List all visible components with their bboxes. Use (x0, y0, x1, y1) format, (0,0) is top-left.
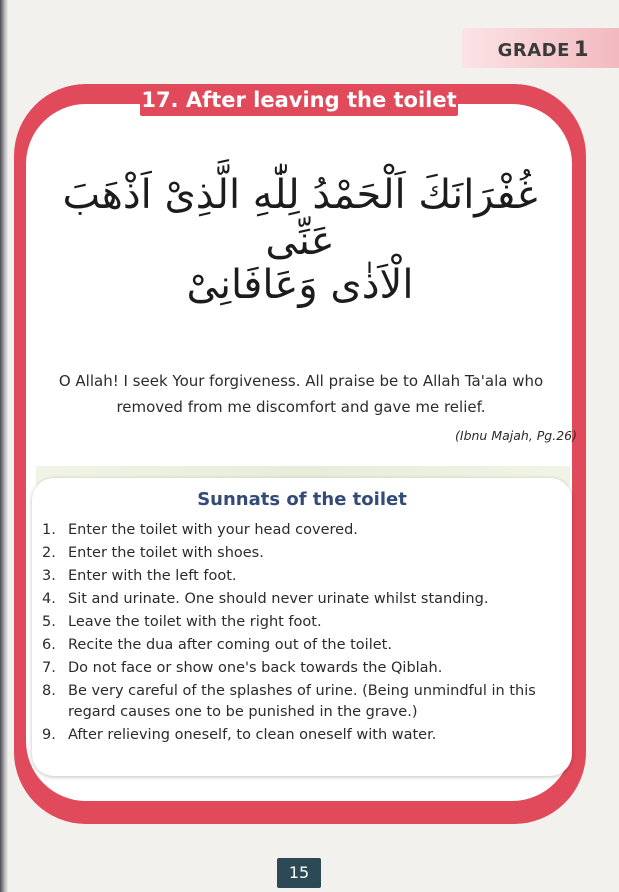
list-item (42, 658, 562, 679)
list-item-text: Be very careful of the splashes of urine. (Being unmindful in this regard causes one to be punished in the grave.) (68, 683, 536, 720)
list-item (42, 612, 562, 633)
grade-number: 1 (573, 37, 589, 61)
sunnats-panel (32, 478, 572, 776)
list-item-text: Leave the toilet with the right foot. (68, 614, 322, 630)
grade-label (498, 37, 589, 61)
list-item-number: 9. (42, 727, 56, 743)
list-item-number: 2. (42, 545, 56, 561)
list-item (42, 543, 562, 564)
list-item (42, 566, 562, 587)
list-item-text: Do not face or show one's back towards the Qiblah. (68, 660, 443, 676)
list-item-number: 7. (42, 660, 56, 676)
sunnats-list (42, 520, 562, 748)
list-item-number: 3. (42, 568, 56, 584)
list-item-number: 8. (42, 683, 56, 699)
list-item-text: Enter with the left foot. (68, 568, 237, 584)
list-item-text: Sit and urinate. One should never urinate whilst standing. (68, 591, 489, 607)
list-item (42, 635, 562, 656)
page-number: 15 (288, 863, 310, 882)
page-number-box (277, 858, 321, 888)
book-binding-edge (0, 0, 8, 892)
list-item-text: Enter the toilet with your head covered. (68, 522, 358, 538)
list-item (42, 589, 562, 610)
list-item-number: 4. (42, 591, 56, 607)
list-item (42, 681, 562, 723)
dua-reference: (Ibnu Majah, Pg.26) (455, 428, 577, 443)
list-item-number: 6. (42, 637, 56, 653)
dua-arabic-line-1: غُفْرَانَكَ اَلْحَمْدُ لِلّٰهِ الَّذِىْ اَذْهَبَ عَنِّى (62, 172, 538, 264)
list-item (42, 725, 562, 746)
list-item-number: 5. (42, 614, 56, 630)
list-item-text: After relieving oneself, to clean oneself with water. (68, 727, 437, 743)
dua-arabic-line-2: الْاَذٰى وَعَافَانِىْ (186, 262, 414, 308)
section-title-banner (140, 86, 458, 116)
section-title: 17. After leaving the toilet (141, 88, 457, 112)
list-item-text: Recite the dua after coming out of the toilet. (68, 637, 392, 653)
grade-tab (462, 28, 619, 68)
grade-label-text: GRADE (497, 40, 570, 61)
sunnats-title: Sunnats of the toilet (197, 489, 407, 510)
list-item-text: Enter the toilet with shoes. (68, 545, 264, 561)
dua-translation: O Allah! I seek Your forgiveness. All praise be to Allah Ta'ala who removed from me discomfort and gave me relief. (58, 372, 544, 416)
list-item (42, 520, 562, 541)
list-item-number: 1. (42, 522, 56, 538)
